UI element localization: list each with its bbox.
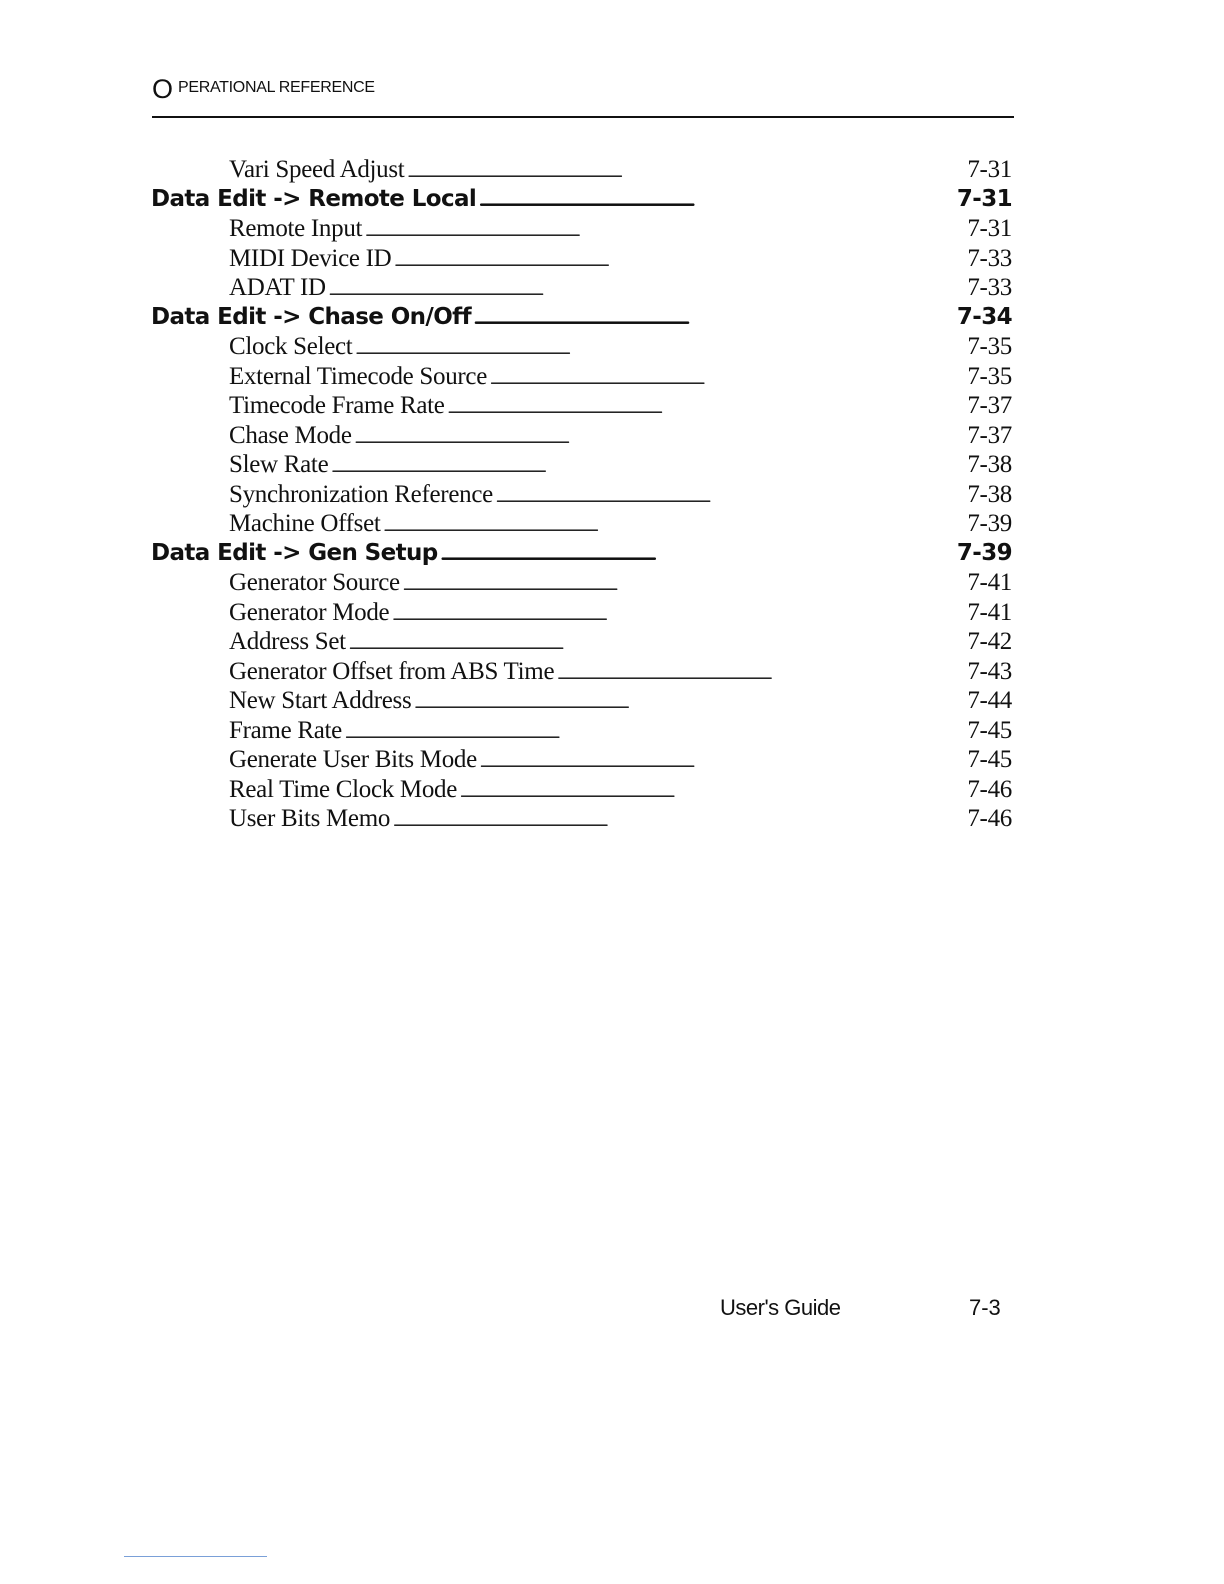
toc-entry-title: Vari Speed Adjust — [229, 156, 405, 183]
dot-leader — [441, 540, 954, 566]
toc-entry — [229, 333, 1012, 361]
dot-leader — [393, 805, 964, 833]
toc-entry-page: 7-33 — [967, 274, 1012, 301]
toc-entry-page: 7-41 — [967, 598, 1012, 626]
toc-entry-title: Generator Source — [229, 569, 400, 596]
dot-leader — [355, 333, 964, 361]
toc-entry-title: External Timecode Source — [229, 362, 488, 390]
toc-entry-title: Data Edit -> Gen Setup — [151, 539, 438, 566]
toc-entry — [229, 215, 1012, 243]
dot-leader — [365, 215, 964, 243]
toc-entry — [229, 510, 1012, 538]
dot-leader — [479, 186, 954, 212]
dot-leader — [349, 628, 965, 656]
toc-entry-title: Generator Offset from ABS Time — [229, 657, 555, 685]
toc-entry-title: Generator Mode — [229, 598, 390, 626]
toc-section-entry — [151, 540, 1012, 566]
dot-leader — [394, 245, 964, 273]
dot-leader — [496, 481, 964, 509]
toc-section-entry — [151, 186, 1012, 212]
dot-leader — [345, 717, 964, 745]
toc-entry-title: Data Edit -> Chase On/Off — [151, 303, 471, 330]
toc-entry — [229, 363, 1012, 391]
toc-entry-page: 7-37 — [967, 421, 1012, 449]
toc-entry-page: 7-45 — [967, 746, 1012, 773]
dot-leader — [460, 776, 964, 804]
dot-leader — [331, 451, 964, 479]
toc-entry-title: ADAT ID — [229, 274, 326, 301]
toc-entry-page: 7-35 — [967, 333, 1012, 360]
toc-entry-page: 7-38 — [967, 480, 1012, 508]
scan-artifact-line — [124, 1556, 267, 1557]
dot-leader — [448, 392, 965, 420]
toc-entry-title: Real Time Clock Mode — [229, 775, 458, 803]
toc-entry-page: 7-39 — [967, 510, 1012, 537]
dot-leader — [557, 658, 964, 686]
toc-entry-page: 7-37 — [967, 392, 1012, 419]
toc-entry — [229, 687, 1012, 715]
footer-page-number: 7-3 — [969, 1295, 1001, 1320]
toc-entry — [229, 599, 1012, 627]
header-title: PERATIONAL REFERENCE — [178, 79, 375, 96]
toc-entry-page: 7-46 — [967, 775, 1012, 803]
toc-entry-page: 7-38 — [967, 451, 1012, 478]
toc-entry-title: Generate User Bits Mode — [229, 746, 477, 773]
toc-entry — [229, 569, 1012, 597]
toc-entry — [229, 658, 1012, 686]
toc-entry-page: 7-35 — [967, 362, 1012, 390]
dot-leader — [392, 599, 964, 627]
toc-entry-page: 7-45 — [967, 716, 1012, 744]
dot-leader — [329, 274, 965, 302]
dot-leader — [407, 156, 964, 184]
toc-entry — [229, 746, 1012, 774]
dot-leader — [403, 569, 965, 597]
toc-entry-title: Synchronization Reference — [229, 480, 493, 508]
toc-entry — [229, 451, 1012, 479]
toc-entry-page: 7-43 — [967, 657, 1012, 685]
toc-entry — [229, 274, 1012, 302]
toc-entry-page: 7-44 — [967, 687, 1012, 714]
toc-entry-title: Remote Input — [229, 215, 363, 242]
dot-leader — [355, 422, 965, 450]
toc-entry-title: Frame Rate — [229, 716, 342, 744]
toc-entry-page: 7-33 — [967, 244, 1012, 272]
dot-leader — [384, 510, 965, 538]
toc-entry-title: Data Edit -> Remote Local — [151, 185, 477, 212]
toc-entry — [229, 481, 1012, 509]
footer-guide-title: User's Guide — [720, 1295, 841, 1320]
dot-leader — [480, 746, 964, 774]
toc-entry — [229, 805, 1012, 833]
toc-entry-page: 7-39 — [956, 539, 1012, 566]
toc-entry-title: Chase Mode — [229, 421, 352, 449]
toc-entry — [229, 392, 1012, 420]
toc-entry-title: User Bits Memo — [229, 805, 391, 832]
toc-entry-page: 7-41 — [967, 569, 1012, 596]
toc-entry-title: MIDI Device ID — [229, 244, 392, 272]
toc-entry-title: Slew Rate — [229, 451, 329, 478]
toc-entry — [229, 717, 1012, 745]
toc-entry — [229, 156, 1012, 184]
toc-entry-title: Timecode Frame Rate — [229, 392, 445, 419]
toc-section-entry — [151, 304, 1012, 330]
toc-entry-page: 7-34 — [956, 303, 1012, 330]
running-header — [152, 74, 1014, 118]
dot-leader — [474, 304, 954, 330]
toc-entry — [229, 245, 1012, 273]
toc-entry — [229, 628, 1012, 656]
toc-entry — [229, 776, 1012, 804]
toc-entry-title: Clock Select — [229, 333, 353, 360]
toc-entry-title: New Start Address — [229, 687, 412, 714]
toc-entry — [229, 422, 1012, 450]
dot-leader — [414, 687, 964, 715]
toc-entry-title: Machine Offset — [229, 510, 381, 537]
toc-entry-page: 7-31 — [967, 215, 1012, 242]
dot-leader — [490, 363, 964, 391]
header-initial: O — [152, 74, 174, 104]
toc-entry-page: 7-42 — [967, 628, 1012, 655]
toc-entry-title: Address Set — [229, 628, 346, 655]
toc-entry-page: 7-31 — [956, 185, 1012, 212]
toc-entry-page: 7-46 — [967, 805, 1012, 832]
toc-entry-page: 7-31 — [967, 156, 1012, 183]
